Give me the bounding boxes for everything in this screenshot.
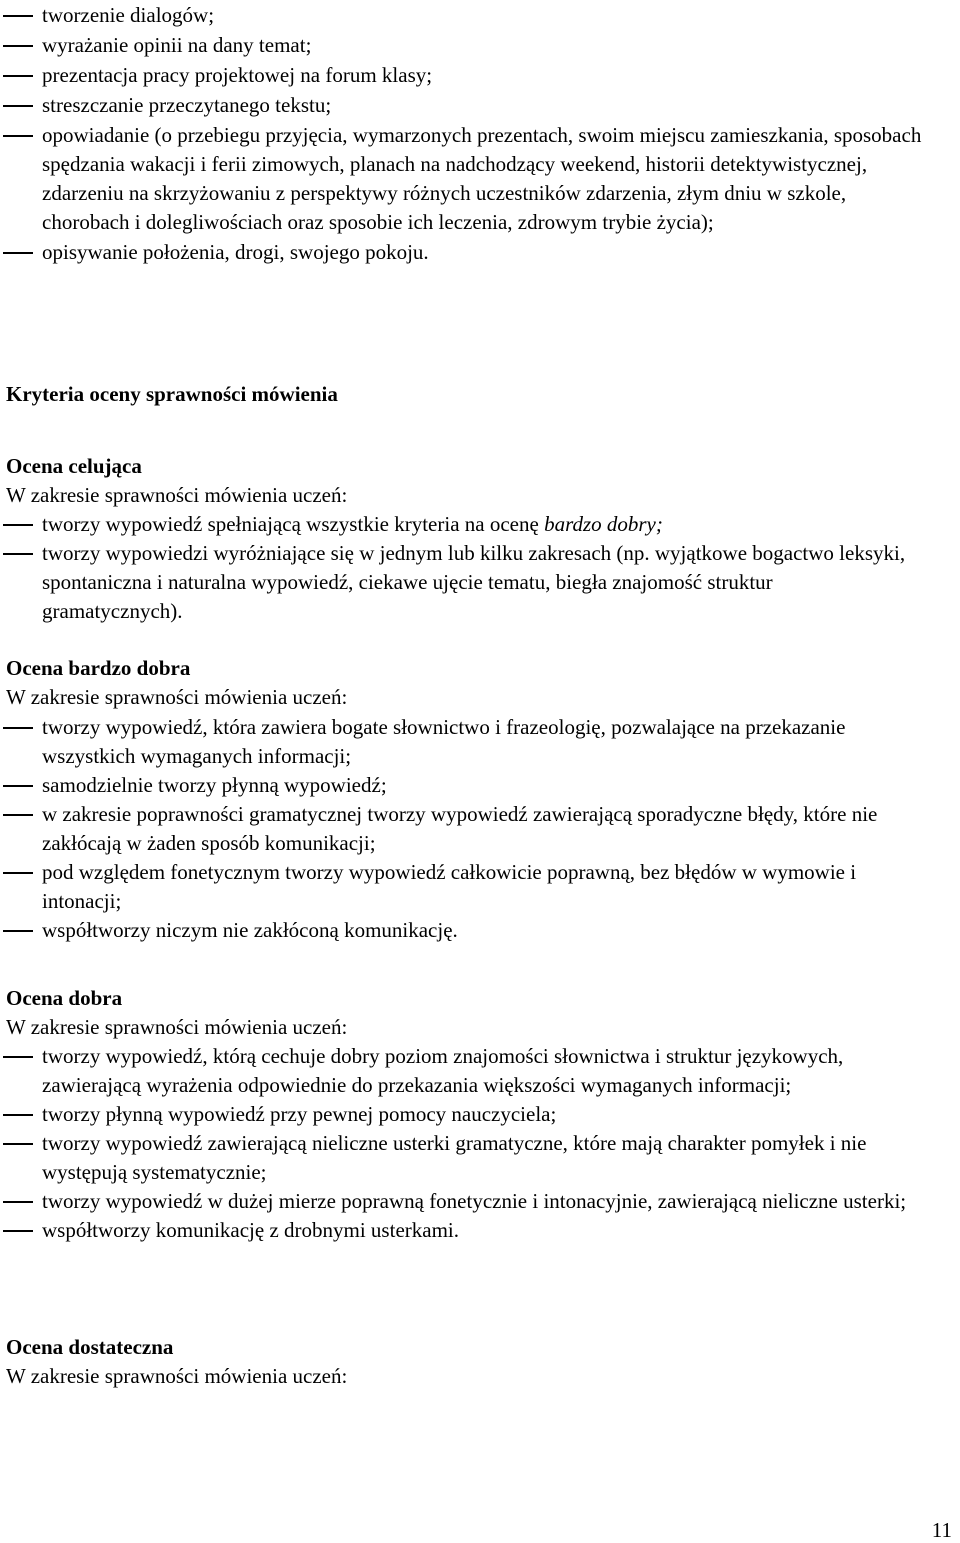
grade-intro: W zakresie sprawności mówienia uczeń:: [6, 483, 348, 507]
list-item: w zakresie poprawności gramatycznej tworzy wypowiedź zawierającą sporadyczne błędy, które nie zakłócają w żaden sposób komunikacji;: [0, 800, 958, 858]
list-item: opisywanie położenia, drogi, swojego pokoju.: [0, 238, 955, 267]
dash-icon: [3, 75, 33, 77]
dash-icon: [3, 105, 33, 107]
grade-title: Ocena bardzo dobra: [6, 656, 191, 680]
page-number: 11: [931, 1518, 952, 1542]
dash-icon: [3, 1230, 33, 1232]
grade-dobra: [6, 984, 956, 1042]
dash-icon: [3, 252, 33, 254]
list-item: tworzy wypowiedź, która zawiera bogate słownictwo i frazeologię, pozwalające na przekazanie wszystkich wymaganych informacji;: [0, 713, 902, 771]
list-item: tworzenie dialogów;: [0, 1, 955, 30]
dash-icon: [3, 814, 33, 816]
dash-icon: [3, 135, 33, 137]
dash-icon: [3, 930, 33, 932]
list-item: tworzy wypowiedź zawierającą nieliczne usterki gramatyczne, które mają charakter pomyłek i nie występują systematycznie;: [0, 1129, 902, 1187]
dash-icon: [3, 524, 33, 526]
dash-icon: [3, 1201, 33, 1203]
dash-icon: [3, 1056, 33, 1058]
top-list: [0, 1, 955, 267]
grade-intro: W zakresie sprawności mówienia uczeń:: [6, 1364, 348, 1388]
list-item: wyrażanie opinii na dany temat;: [0, 31, 955, 60]
grade-title: Ocena celująca: [6, 454, 142, 478]
grade-title: Ocena dobra: [6, 986, 123, 1010]
section-title: Kryteria oceny sprawności mówienia: [6, 382, 338, 406]
list-item: opowiadanie (o przebiegu przyjęcia, wymarzonych prezentach, swoim miejscu zamieszkania, sposobach spędzania wakacji i ferii zimowych, planach na nadchodzący weekend, historii detektywistycznej, zdarzeniu na skrzyżowaniu z perspektywy różnych uczestników zdarzenia, złym dniu w szkole, chorobach i dolegliwościach oraz sposobie ich leczenia, zdrowym trybie życia);: [0, 121, 922, 237]
list-item: prezentacja pracy projektowej na forum klasy;: [0, 61, 955, 90]
list-item: współtworzy komunikację z drobnymi usterkami.: [0, 1216, 920, 1245]
list-item: tworzy wypowiedź, którą cechuje dobry poziom znajomości słownictwa i struktur językowych, zawierającą wyrażenia odpowiednie do przekazania większości wymaganych informacji;: [0, 1042, 882, 1100]
grade-bardzo-dobra: [6, 654, 956, 712]
dash-icon: [3, 15, 33, 17]
dash-icon: [3, 785, 33, 787]
celujaca-list: [0, 510, 910, 626]
list-item: pod względem fonetycznym tworzy wypowiedź całkowicie poprawną, bez błędów w wymowie i intonacji;: [0, 858, 922, 916]
list-item: tworzy wypowiedzi wyróżniające się w jednym lub kilku zakresach (np. wyjątkowe bogactwo leksyki, spontaniczna i naturalna wypowiedź, ciekawe ujęcie tematu, biegła znajomość struktur gramatycznych).: [0, 539, 910, 626]
list-item: współtworzy niczym nie zakłóconą komunikację.: [0, 916, 958, 945]
grade-intro: W zakresie sprawności mówienia uczeń:: [6, 685, 348, 709]
list-item: streszczanie przeczytanego tekstu;: [0, 91, 955, 120]
grade-intro: W zakresie sprawności mówienia uczeń:: [6, 1015, 348, 1039]
grade-celujaca: [6, 452, 956, 510]
grade-dostateczna: [6, 1333, 956, 1391]
grade-title: Ocena dostateczna: [6, 1335, 174, 1359]
dash-icon: [3, 45, 33, 47]
dash-icon: [3, 1143, 33, 1145]
list-item: tworzy wypowiedź spełniającą wszystkie kryteria na ocenę bardzo dobry;: [0, 510, 910, 539]
list-item: tworzy płynną wypowiedź przy pewnej pomocy nauczyciela;: [0, 1100, 920, 1129]
bardzo-dobra-list: [0, 713, 958, 945]
dash-icon: [3, 1114, 33, 1116]
list-item: samodzielnie tworzy płynną wypowiedź;: [0, 771, 958, 800]
list-item: tworzy wypowiedź w dużej mierze poprawną fonetycznie i intonacyjnie, zawierającą nieliczne usterki;: [0, 1187, 912, 1216]
dash-icon: [3, 872, 33, 874]
dash-icon: [3, 553, 33, 555]
dash-icon: [3, 727, 33, 729]
dobra-list: [0, 1042, 920, 1245]
